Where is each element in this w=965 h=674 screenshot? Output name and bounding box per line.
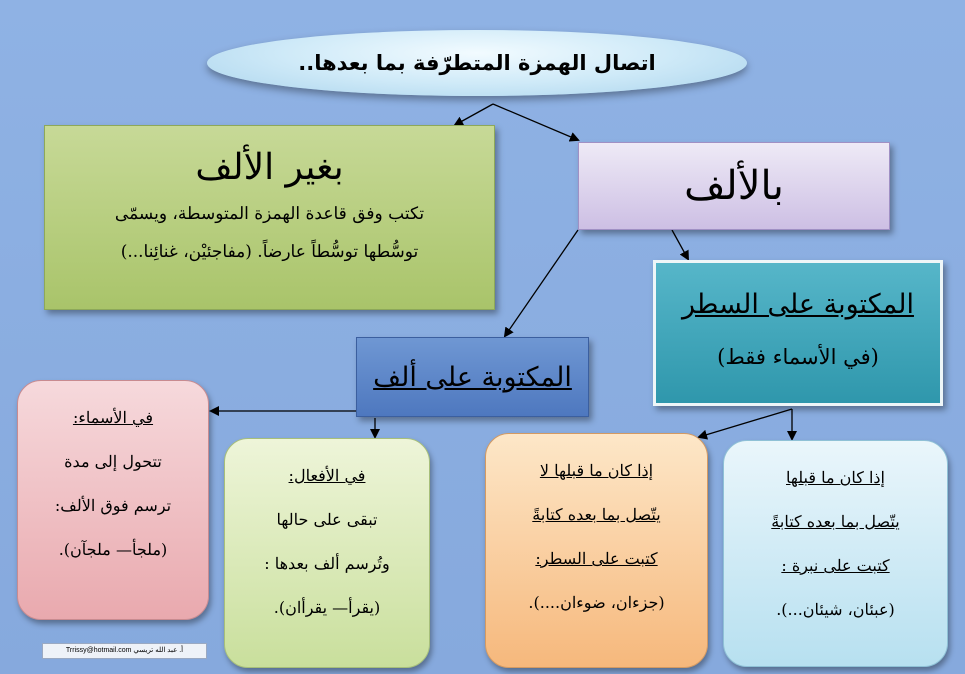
card-verbs-line2: وتُرسم ألف بعدها : (264, 554, 390, 573)
with-alef-heading: بالألف (684, 163, 784, 209)
card-nouns (17, 380, 209, 620)
without-alef-line2: توسُّطها توسُّطاً عارضاً. (مفاجئيْن، غنائِنا...) (120, 242, 419, 262)
without-alef-line1: تكتب وفق قاعدة الهمزة المتوسطة، ويسمّى (114, 204, 425, 224)
on-line-box (653, 260, 943, 406)
card-verbs (224, 438, 430, 668)
on-alef-heading: المكتوبة على ألف (373, 361, 572, 393)
author-credit: Trrissy@hotmail.com أ. عبد الله تريسي (42, 643, 207, 659)
arrow-with-alef-to-on-line (672, 230, 688, 259)
on-alef-box (356, 337, 589, 417)
card-not-connecting (485, 433, 708, 668)
card-nouns-title: في الأسماء: (72, 408, 154, 427)
card-nouns-line2: ترسم فوق الألف: (54, 496, 172, 515)
with-alef-box (578, 142, 890, 230)
on-line-heading: المكتوبة على السطر (682, 289, 914, 320)
card-connecting-line3: كتبت على نبرة : (781, 556, 890, 575)
card-verbs-example: (يقرأ— يقرأان). (273, 598, 381, 617)
arrow-title-to-with-alef (493, 104, 578, 140)
card-connecting (723, 440, 948, 667)
card-verbs-line1: تبقى على حالها (276, 510, 378, 529)
card-not-connecting-example: (جزءان، ضوءان....). (528, 593, 665, 612)
arrow-title-to-without-alef (455, 104, 493, 125)
title-oval (207, 30, 747, 96)
card-not-connecting-line2: يتّصل بما بعده كتابةً (532, 505, 661, 524)
card-verbs-title: في الأفعال: (288, 466, 366, 485)
card-nouns-example: (ملجأ— ملجآن). (58, 540, 168, 559)
diagram-title: اتصال الهمزة المتطرّفة بما بعدها.. (298, 51, 656, 75)
card-connecting-line2: يتّصل بما بعده كتابةً (771, 512, 900, 531)
arrow-on-line-to-not-connect (699, 409, 792, 437)
without-alef-box (44, 125, 495, 310)
card-nouns-line1: تتحول إلى مدة (64, 452, 162, 471)
card-not-connecting-line3: كتبت على السطر: (535, 549, 658, 568)
without-alef-heading: بغير الألف (195, 147, 344, 188)
arrow-with-alef-to-on-alef (505, 230, 578, 336)
card-connecting-example: (عبئان، شيئان...). (776, 600, 895, 619)
card-connecting-line1: إذا كان ما قبلها (786, 468, 885, 487)
on-line-subtitle: (في الأسماء فقط) (717, 345, 879, 369)
card-not-connecting-line1: إذا كان ما قبلها لا (539, 461, 654, 480)
